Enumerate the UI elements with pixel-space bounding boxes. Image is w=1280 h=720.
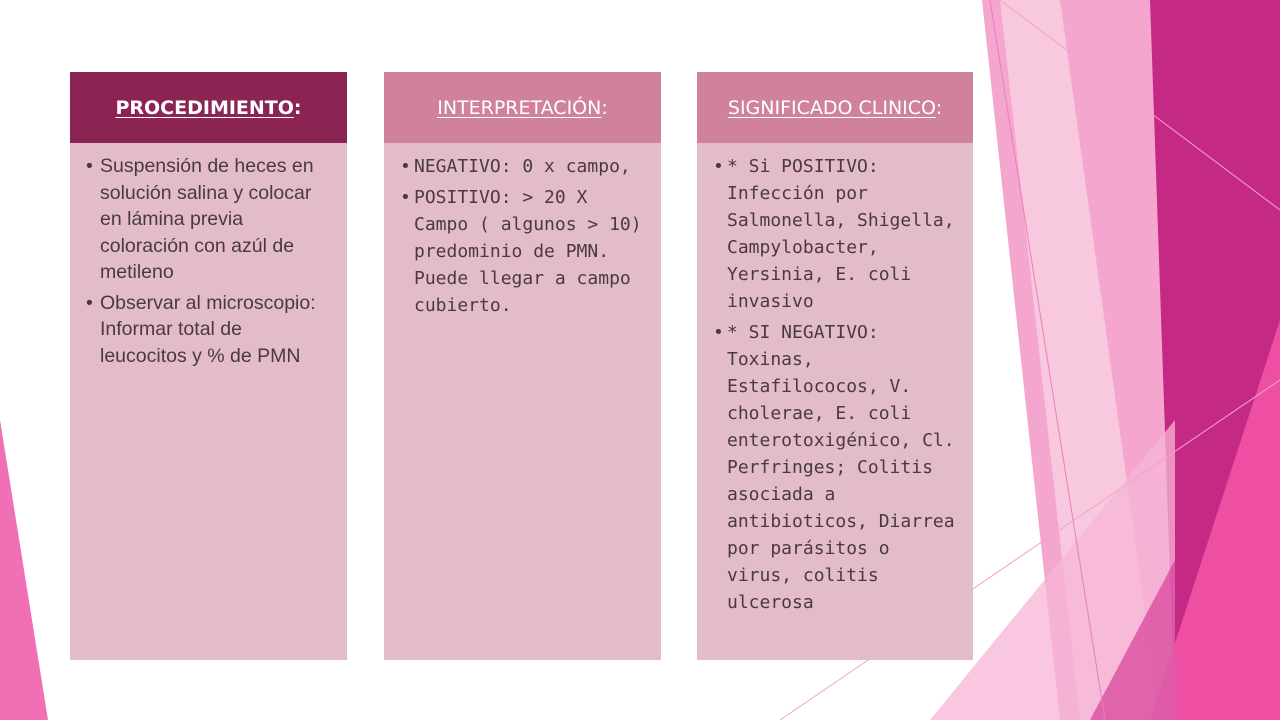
procedimiento-colon: : (293, 96, 302, 119)
interpretacion-item-negativo: • NEGATIVO: 0 x campo, (398, 153, 645, 180)
significado-item-negativo: • * SI NEGATIVO: Toxinas, Estafilococos, V. cholerae, E. coli enterotoxigénico, Cl. Perfringes; Colitis asociada a antibioticos, Diarrea por parásitos o virus, colitis ulcerosa (711, 319, 957, 616)
significado-clinico-list (711, 153, 957, 616)
procedimiento-item-observar: • Observar al microscopio: Informar total de leucocitos y % de PMN (84, 290, 331, 370)
procedimiento-title: PROCEDIMIENTO (115, 96, 294, 119)
significado-clinico-body (697, 143, 973, 616)
interpretacion-title: INTERPRETACIÓN (437, 96, 602, 119)
interpretacion-item-positivo: • POSITIVO: > 20 X Campo ( algunos > 10) predominio de PMN. Puede llegar a campo cubierto. (398, 184, 645, 319)
procedimiento-list (84, 153, 331, 369)
left-pink-triangle (0, 420, 48, 720)
interpretacion-colon: : (601, 96, 608, 119)
procedimiento-item-suspension: • Suspensión de heces en solución salina y colocar en lámina previa coloración con azúl de metileno (84, 153, 331, 286)
procedimiento-body (70, 143, 347, 369)
interpretacion-body (384, 143, 661, 319)
interpretacion-panel (384, 72, 661, 660)
interpretacion-list (398, 153, 645, 319)
significado-clinico-colon: : (935, 96, 943, 119)
procedimiento-panel (70, 72, 347, 660)
interpretacion-header (384, 72, 661, 143)
procedimiento-header (70, 72, 347, 143)
significado-item-positivo: • * Si POSITIVO: Infección por Salmonella, Shigella, Campylobacter, Yersinia, E. coli invasivo (711, 153, 957, 315)
significado-clinico-header (697, 72, 973, 143)
significado-clinico-title: SIGNIFICADO CLINICO (727, 96, 936, 119)
significado-clinico-panel (697, 72, 973, 660)
